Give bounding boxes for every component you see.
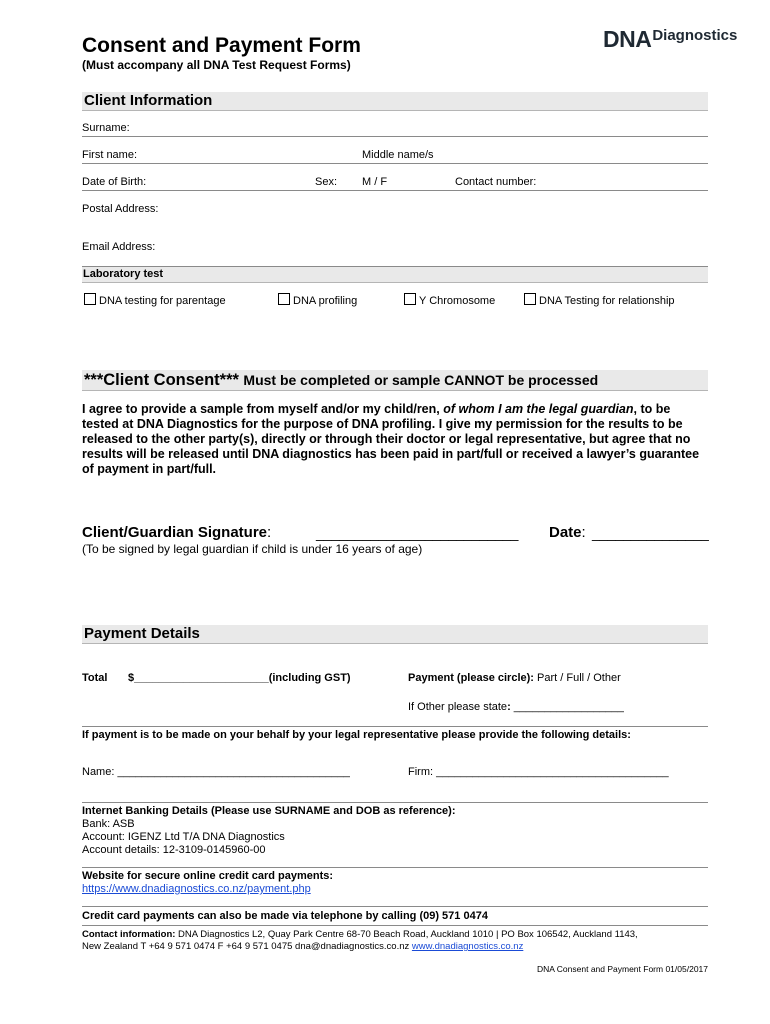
other-payment-label: If Other please state: [408, 701, 508, 713]
checkbox-icon[interactable]: [404, 293, 416, 305]
divider: [82, 906, 708, 907]
divider: [82, 802, 708, 803]
other-payment-field[interactable]: __________________: [510, 701, 624, 713]
banking-details: [82, 805, 456, 857]
middle-names-label: Middle name/s: [362, 149, 434, 161]
consent-band: [82, 370, 708, 391]
form-version: DNA Consent and Payment Form 01/05/2017: [536, 964, 708, 974]
signature-label: Client/Guardian Signature: [82, 524, 268, 541]
dna-diagnostics-logo: [603, 26, 737, 53]
rep-name-field[interactable]: Name: ______________________________________: [82, 766, 350, 778]
bank-account: Account: IGENZ Ltd T/A DNA Diagnostics: [82, 831, 285, 843]
page-title: Consent and Payment Form: [82, 34, 361, 57]
checkbox-icon[interactable]: [84, 293, 96, 305]
other-payment-row: If Other please state: __________________: [408, 701, 624, 713]
lab-test-heading: Laboratory test: [83, 268, 164, 280]
test-option-profiling[interactable]: DNA profiling: [278, 293, 357, 307]
total-label: Total: [82, 672, 108, 684]
logo-dna-text: DNA: [603, 26, 652, 52]
email-address-label: Email Address:: [82, 241, 156, 253]
test-option-y-chromosome[interactable]: Y Chromosome: [404, 293, 495, 307]
total-field[interactable]: $______________________(including GST): [128, 672, 351, 684]
name-field[interactable]: [82, 163, 708, 164]
page-subtitle: (Must accompany all DNA Test Request Forms): [82, 58, 351, 72]
test-option-relationship[interactable]: DNA Testing for relationship: [524, 293, 675, 307]
signature-row: Client/Guardian Signature:: [82, 524, 272, 541]
dob-label: Date of Birth:: [82, 176, 147, 188]
divider: [82, 925, 708, 926]
banking-heading: Internet Banking Details (Please use SURNAME and DOB as reference):: [82, 805, 456, 817]
date-field[interactable]: _______________: [592, 525, 709, 541]
payment-heading: Payment Details: [84, 625, 200, 642]
consent-heading-note: Must be completed or sample CANNOT be processed: [243, 372, 599, 388]
consent-legal-guardian: of whom I am the legal guardian: [443, 402, 634, 416]
date-row: Date:: [549, 524, 586, 541]
surname-label: Surname:: [82, 122, 130, 134]
dob-contact-field[interactable]: [82, 190, 708, 191]
bank-name: Bank: ASB: [82, 818, 135, 830]
lab-test-band: [82, 266, 708, 283]
test-option-parentage[interactable]: DNA testing for parentage: [84, 293, 226, 307]
website-section: [82, 870, 333, 896]
website-heading: Website for secure online credit card payments:: [82, 870, 334, 882]
postal-address-label: Postal Address:: [82, 203, 159, 215]
consent-statement: I agree to provide a sample from myself and/or my child/ren, of whom I am the legal guardian, to be tested at DNA Diagnostics for the purpose of DNA profiling. I give my permission for the results to be released to the other party(s), directly or through their doctor or legal representative, but agree that no results will be released until DNA diagnostics has been paid in part/full or received a lawyer’s guarantee of payment in part/full.: [82, 402, 700, 476]
legal-rep-note: If payment is to be made on your behalf by your legal representative please provide the following details:: [82, 729, 631, 741]
payment-method-options[interactable]: Part / Full / Other: [537, 672, 621, 684]
checkbox-icon[interactable]: [524, 293, 536, 305]
checkbox-icon[interactable]: [278, 293, 290, 305]
signature-field[interactable]: __________________________: [316, 525, 519, 541]
payment-method-label: Payment (please circle):: [408, 672, 534, 684]
sex-label: Sex:: [315, 176, 338, 188]
client-info-band: [82, 92, 708, 111]
divider: [82, 726, 708, 727]
signature-note: (To be signed by legal guardian if child is under 16 years of age): [82, 542, 423, 556]
date-label: Date: [549, 524, 582, 541]
bank-account-details: Account details: 12-3109-0145960-00: [82, 844, 266, 856]
payment-website-link[interactable]: https://www.dnadiagnostics.co.nz/payment.php: [82, 883, 311, 895]
surname-field[interactable]: [82, 136, 708, 137]
rep-firm-field[interactable]: Firm: ______________________________________: [408, 766, 669, 778]
client-info-heading: Client Information: [84, 92, 213, 109]
payment-band: [82, 625, 708, 644]
contact-website-link[interactable]: www.dnadiagnostics.co.nz: [411, 941, 524, 952]
contact-number-label: Contact number:: [455, 176, 537, 188]
logo-diagnostics-text: Diagnostics: [652, 27, 738, 44]
first-name-label: First name:: [82, 149, 138, 161]
payment-method-row: [408, 672, 621, 684]
contact-info: Contact information: DNA Diagnostics L2, Quay Park Centre 68-70 Beach Road, Auckland 1010 | PO Box 106542, Auckland 1143, New Zealand T +64 9 571 0474 F +64 9 571 0475 dna@dnadiagnostics.co.nz www.dnadiagnostics.co.nz: [82, 929, 638, 952]
sex-options[interactable]: M / F: [362, 176, 388, 188]
consent-heading: ***Client Consent***: [84, 371, 239, 389]
contact-label: Contact information:: [82, 929, 176, 940]
divider: [82, 867, 708, 868]
phone-payment-note: Credit card payments can also be made via telephone by calling (09) 571 0474: [82, 910, 488, 922]
